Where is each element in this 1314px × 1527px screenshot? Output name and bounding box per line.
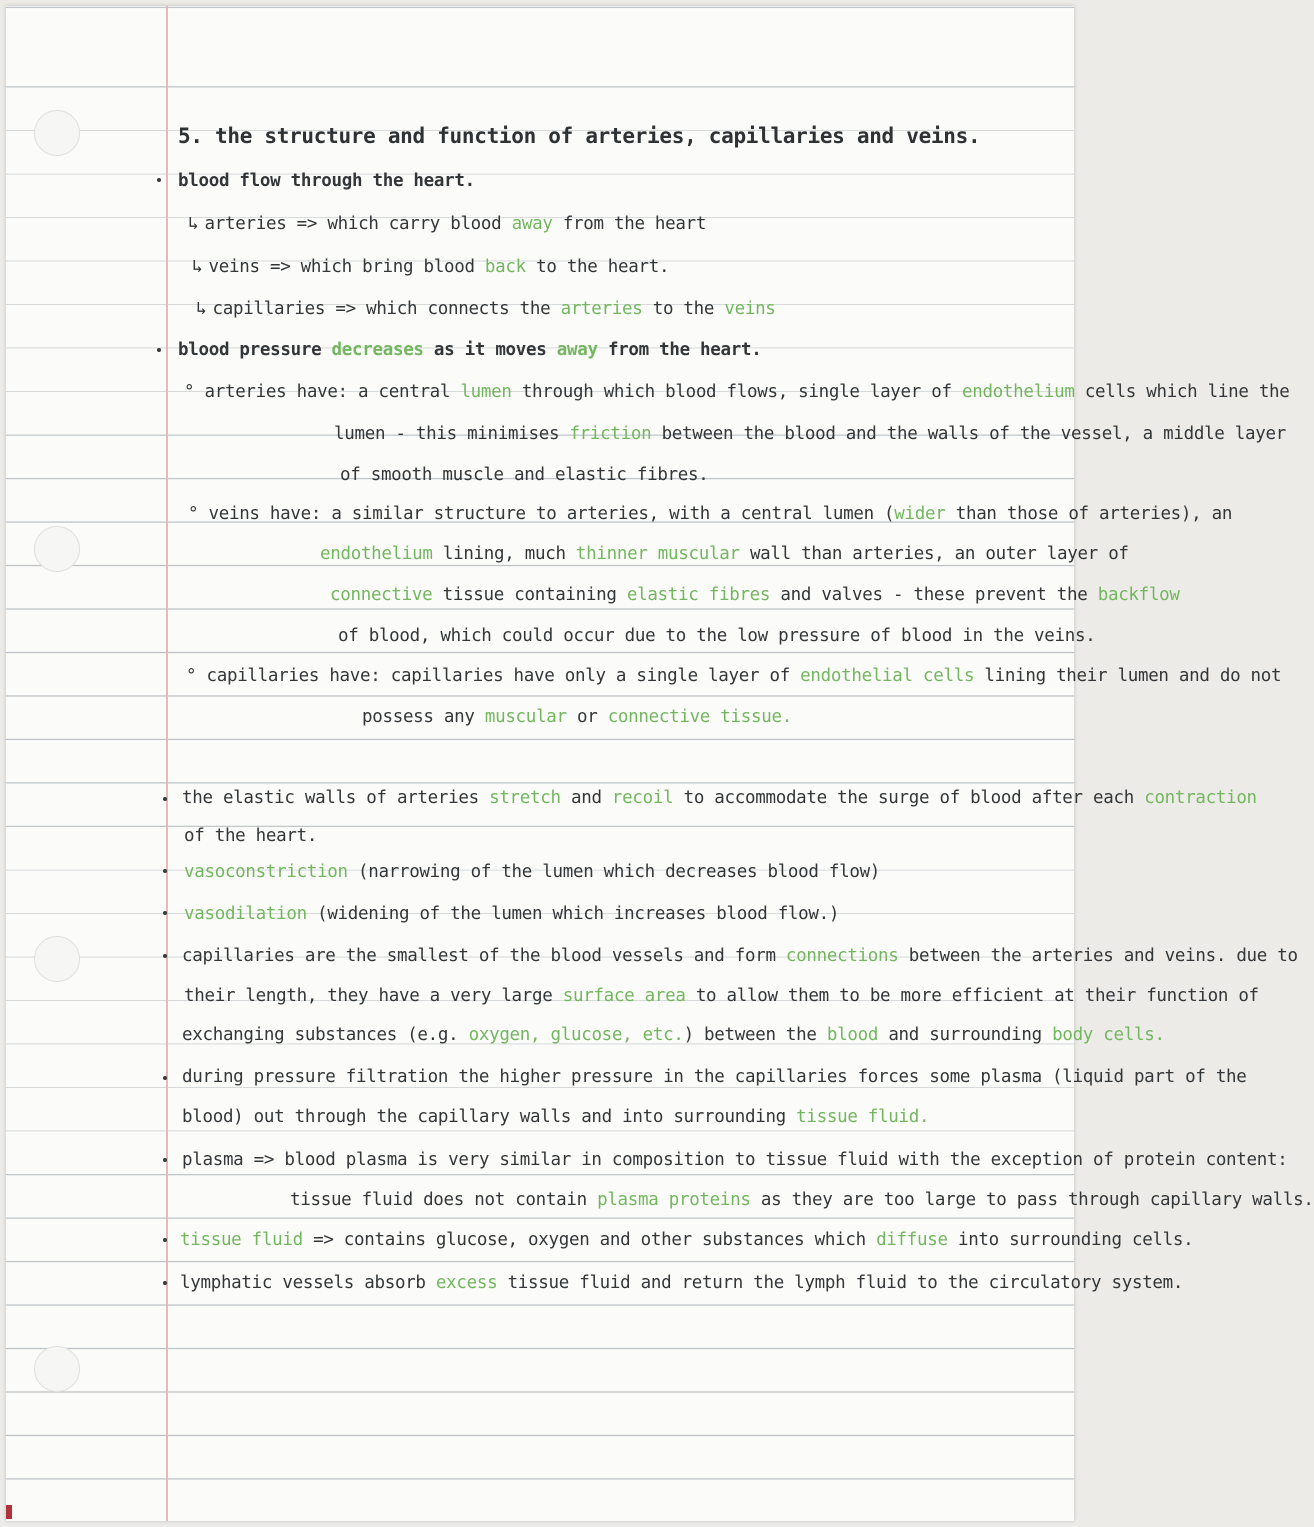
highlight-text: tissue fluid	[180, 1230, 303, 1250]
text-span: of blood, which could occur due to the low pressure of blood in the veins.	[338, 626, 1096, 646]
highlight-text: veins	[724, 299, 776, 319]
highlight-text: contraction	[1144, 788, 1257, 808]
highlight-text: plasma proteins	[597, 1190, 751, 1210]
highlight-text: diffuse	[876, 1230, 948, 1250]
text-span: into surrounding cells.	[947, 1230, 1194, 1250]
highlight-text: arteries	[560, 299, 643, 319]
text-span: to the heart.	[525, 257, 670, 277]
list-item	[362, 707, 792, 727]
text-span: lumen - this minimises	[334, 424, 570, 444]
list-item	[182, 788, 1257, 808]
text-span: between the blood and the walls of the vessel, a middle layer	[651, 424, 1286, 444]
text-span: blood flow through the heart.	[178, 171, 475, 191]
text-span: lining, much	[432, 544, 576, 564]
text-span: wall than arteries, an outer layer of	[739, 544, 1129, 564]
text-span: veins => which bring blood	[208, 257, 485, 277]
text-span: of smooth muscle and elastic fibres.	[340, 465, 709, 485]
list-item	[340, 465, 709, 485]
bullet-dot	[163, 911, 167, 915]
highlight-text: friction	[569, 424, 652, 444]
list-item	[180, 1273, 1183, 1293]
bullet-dot	[157, 178, 161, 182]
highlight-text: backflow	[1097, 585, 1180, 605]
bullet-dot	[157, 348, 161, 352]
text-span: during pressure filtration the higher pressure in the capillaries forces some plasma (liquid part of the	[182, 1067, 1247, 1087]
text-span: blood pressure	[178, 340, 332, 360]
text-span: from the heart.	[597, 340, 762, 360]
highlight-text: endothelial cells	[800, 666, 975, 686]
highlight-text: muscular	[484, 707, 567, 727]
text-span: from the heart	[552, 214, 707, 234]
text-span: (widening of the lumen which increases blood flow.)	[306, 904, 840, 924]
text-span: possess any	[362, 707, 485, 727]
text-span: blood) out through the capillary walls and into surrounding	[182, 1107, 797, 1127]
list-item	[186, 666, 1281, 686]
bullet-dot	[163, 1076, 167, 1080]
text-span: between the arteries and veins. due to	[898, 946, 1298, 966]
circle-bullet-icon: °	[184, 382, 205, 402]
red-edge-mark	[6, 1505, 12, 1519]
bullet-dot	[163, 869, 167, 873]
text-span: plasma => blood plasma is very similar in composition to tissue fluid with the exception of protein content:	[182, 1150, 1288, 1170]
list-item	[184, 382, 1290, 402]
list-item	[188, 213, 706, 234]
list-item	[338, 626, 1095, 646]
bullet-dot	[163, 954, 167, 958]
highlight-text: connections	[785, 946, 899, 966]
list-item	[330, 585, 1180, 605]
list-item	[182, 1067, 1247, 1087]
punch-hole	[34, 1346, 80, 1392]
highlight-text: tissue fluid.	[796, 1107, 930, 1127]
text-span: as it moves	[423, 340, 557, 360]
text-span: as they are too large to pass through capillary walls.	[750, 1190, 1314, 1210]
text-span: or	[566, 707, 608, 727]
text-span: and valves - these prevent the	[770, 585, 1098, 605]
notebook-page	[6, 6, 1314, 1521]
text-span: capillaries have: capillaries have only a single layer of	[206, 666, 801, 686]
highlight-text: blood	[826, 1025, 879, 1045]
circle-bullet-icon: °	[186, 666, 207, 686]
circle-bullet-icon: °	[188, 504, 209, 524]
text-span: their length, they have a very large	[184, 986, 563, 1006]
margin-line	[166, 6, 168, 1521]
highlight-text: recoil	[611, 788, 674, 808]
text-span: of the heart.	[184, 826, 318, 846]
text-span: (narrowing of the lumen which decreases blood flow)	[347, 862, 881, 882]
list-item	[178, 340, 761, 360]
list-item	[184, 826, 317, 846]
highlight-text: thinner muscular	[575, 544, 740, 564]
text-span: tissue fluid and return the lymph fluid to the circulatory system.	[497, 1273, 1184, 1293]
highlight-text: endothelium	[320, 544, 433, 564]
highlight-text: decreases	[331, 340, 424, 360]
text-span: the elastic walls of arteries	[182, 788, 490, 808]
text-span: capillaries are the smallest of the blood vessels and form	[182, 946, 786, 966]
list-item	[196, 298, 776, 319]
arrow-icon: ↳	[188, 213, 199, 234]
bullet-dot	[163, 1158, 167, 1162]
bullet-dot	[163, 1238, 167, 1242]
punch-hole	[34, 526, 80, 572]
arrow-icon: ↳	[196, 298, 207, 319]
highlight-text: back	[484, 257, 526, 277]
text-span: than those of arteries), an	[945, 504, 1233, 524]
list-item	[184, 986, 1259, 1006]
list-item	[182, 1025, 1165, 1045]
list-item	[182, 1150, 1287, 1170]
highlight-text: vasodilation	[184, 904, 307, 924]
highlight-text: away	[556, 340, 598, 360]
list-item	[334, 424, 1286, 444]
highlight-text: lumen	[460, 382, 512, 402]
highlight-text: away	[511, 214, 553, 234]
text-span: arteries => which carry blood	[204, 214, 512, 234]
highlight-text: endothelium	[961, 382, 1075, 402]
highlight-text: elastic fibres	[626, 585, 771, 605]
text-span: to allow them to be more efficient at their function of	[685, 986, 1259, 1006]
highlight-text: connective tissue.	[607, 707, 792, 727]
list-item	[184, 862, 880, 882]
text-span: to accommodate the surge of blood after each	[673, 788, 1145, 808]
text-span: through which blood flows, single layer of	[511, 382, 962, 402]
list-item	[192, 256, 669, 277]
text-span: arteries have: a central	[204, 382, 461, 402]
text-span: ) between the	[683, 1025, 827, 1045]
bullet-dot	[163, 1281, 167, 1285]
arrow-icon: ↳	[192, 256, 203, 277]
list-item	[182, 1107, 929, 1127]
list-item	[188, 504, 1232, 524]
list-item	[178, 171, 475, 191]
list-item	[184, 904, 839, 924]
text-span: capillaries => which connects the	[212, 299, 561, 319]
highlight-text: wider	[894, 504, 946, 524]
text-span: tissue containing	[432, 585, 627, 605]
text-span: exchanging substances (e.g.	[182, 1025, 469, 1045]
highlight-text: vasoconstriction	[184, 862, 348, 882]
text-span: cells which line the	[1074, 382, 1290, 402]
highlight-text: connective	[330, 585, 433, 605]
text-span: veins have: a similar structure to arteries, with a central lumen (	[208, 504, 895, 524]
list-item	[290, 1190, 1314, 1210]
text-span: tissue fluid does not contain	[290, 1190, 598, 1210]
highlight-text: oxygen, glucose, etc.	[468, 1025, 684, 1045]
text-span: to the	[642, 299, 725, 319]
text-span: lining their lumen and do not	[974, 666, 1282, 686]
list-item	[320, 544, 1129, 564]
text-span: and	[560, 788, 612, 808]
highlight-text: excess	[435, 1273, 498, 1293]
highlight-text: surface area	[562, 986, 686, 1006]
highlight-text: stretch	[489, 788, 561, 808]
punch-hole	[34, 936, 80, 982]
text-span: lymphatic vessels absorb	[180, 1273, 436, 1293]
highlight-text: body cells.	[1052, 1025, 1165, 1045]
punch-hole	[34, 110, 80, 156]
list-item	[180, 1230, 1193, 1250]
text-span: => contains glucose, oxygen and other substances which	[302, 1230, 877, 1250]
text-span: and surrounding	[878, 1025, 1053, 1045]
page-title: 5. the structure and function of arteries, capillaries and veins.	[178, 124, 981, 148]
list-item	[182, 946, 1298, 966]
bullet-dot	[163, 797, 167, 801]
